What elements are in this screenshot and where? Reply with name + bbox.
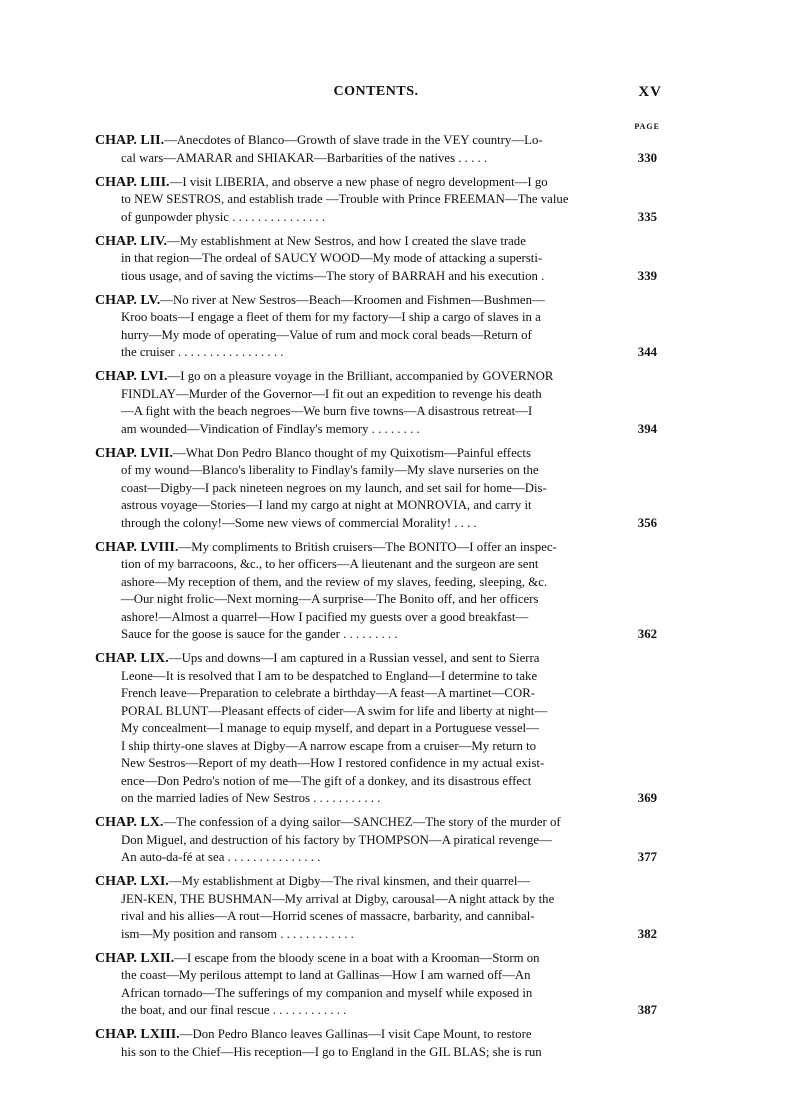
contents-entry [95,814,657,867]
entry-line [95,1044,657,1062]
chapter-label: CHAP. LXII. [95,950,175,966]
entry-line [95,967,657,985]
entry-line [95,480,657,498]
entry-text: JEN-KEN, THE BUSHMAN—My arrival at Digby, carousal—A night attack by the [121,891,555,906]
chapter-label: CHAP. LVII. [95,445,173,461]
contents-page [95,84,662,1068]
entry-line [95,515,657,533]
entry-text: An auto-da-fé at sea . . . . . . . . . . . . . . . [121,850,321,864]
entry-text: My concealment—I manage to equip myself, and depart in a Portuguese vessel— [121,721,539,735]
entry-text: ashore!—Almost a quarrel—How I pacified my guests over a good breakfast— [121,609,529,624]
chapter-label: CHAP. LVI. [95,369,168,384]
entry-text: I ship thirty-one slaves at Digby—A narrow escape from a cruiser—My return to [121,738,537,753]
entry-text: the coast—My perilous attempt to land at Gallinas—How I am warned off—An [121,968,531,982]
entry-line [95,403,657,421]
entry-text: —My compliments to British cruisers—The BONITO—I offer an inspec- [178,539,557,554]
chapter-label: CHAP. LXI. [95,874,169,889]
entry-line [95,574,657,592]
contents-entry [95,368,657,438]
entry-first-line [95,873,657,891]
entry-text: —Don Pedro Blanco leaves Gallinas—I visit Cape Mount, to restore [179,1027,532,1041]
chapter-label: CHAP. LV. [95,292,161,308]
entry-text: to NEW SESTROS, and establish trade —Trouble with Prince FREEMAN—The value [121,192,569,206]
entry-text: —I visit LIBERIA, and observe a new phase of negro development—I go [169,174,548,189]
entry-line [95,209,657,227]
entry-first-line [95,233,657,251]
entry-text: —The confession of a dying sailor—SANCHEZ—The story of the murder of [163,815,561,829]
entry-text: African tornado—The sufferings of my companion and myself while exposed in [121,985,533,1000]
entry-line [95,150,657,168]
entry-text: in that region—The ordeal of SAUCY WOOD—My mode of attacking a supersti- [121,251,543,265]
entry-text: astrous voyage—Stories—I land my cargo at night at MONROVIA, and carry it [121,498,532,512]
entry-line [95,908,657,926]
entry-first-line [95,368,657,386]
chapter-label: CHAP. LIII. [95,174,170,190]
page-reference: 382 [637,926,657,941]
page-reference: 335 [637,209,657,224]
entry-first-line [95,814,657,832]
entry-line [95,703,657,721]
entry-text: Kroo boats—I engage a fleet of them for my factory—I ship a cargo of slaves in a [121,310,541,324]
entry-text: —What Don Pedro Blanco thought of my Quixotism—Painful effects [172,445,531,460]
page-column-label: PAGE [634,122,660,131]
page-reference: 394 [637,421,657,436]
chapter-label: CHAP. LIX. [95,651,169,666]
entry-text: am wounded—Vindication of Findlay's memory . . . . . . . . [121,421,420,436]
chapter-label: CHAP. LX. [95,815,164,830]
page-reference: 339 [637,268,657,283]
entry-text: —My establishment at New Sestros, and how I created the slave trade [166,233,526,248]
entry-line [95,344,657,362]
entry-text: tion of my barracoons, &c., to her officers—A lieutenant and the surgeon are sent [121,557,539,571]
entry-text: coast—Digby—I pack nineteen negroes on my launch, and set sail for home—Dis- [121,480,547,495]
contents-entry [95,950,657,1020]
entry-text: through the colony!—Some new views of commercial Morality! . . . . [121,515,477,530]
entry-first-line [95,950,657,968]
entry-text: New Sestros—Report of my death—How I restored confidence in my actual exist- [121,756,545,770]
entry-line [95,738,657,756]
entry-first-line [95,292,657,310]
entry-text: —Ups and downs—I am captured in a Russian vessel, and sent to Sierra [168,651,540,665]
entry-line [95,720,657,738]
entry-text: Sauce for the goose is sauce for the gander . . . . . . . . . [121,627,398,641]
page-reference: 356 [637,515,657,530]
entry-line [95,790,657,808]
contents-entry [95,873,657,943]
entry-line [95,685,657,703]
entry-line [95,773,657,791]
entry-text: of gunpowder physic . . . . . . . . . . . . . . . [121,209,326,224]
entry-line [95,609,657,627]
chapter-label: CHAP. LXIII. [95,1027,180,1042]
entry-line [95,891,657,909]
contents-entry [95,539,657,644]
entry-text: —Our night frolic—Next morning—A surprise—The Bonito off, and her officers [121,592,539,606]
entry-line [95,985,657,1003]
entry-text: his son to the Chief—His reception—I go to England in the GIL BLAS; she is run [121,1044,542,1059]
entry-first-line [95,132,657,150]
page-header [95,84,662,108]
entry-text: —Anecdotes of Blanco—Growth of slave trade in the VEY country—Lo- [164,133,543,147]
page-reference: 387 [637,1003,657,1017]
entry-line [95,497,657,515]
chapter-label: CHAP. LVIII. [95,539,179,555]
entry-line [95,327,657,345]
entry-text: —A fight with the beach negroes—We burn five towns—A disastrous retreat—I [121,404,533,418]
entry-line [95,591,657,609]
entry-line [95,191,657,209]
entry-text: on the married ladies of New Sestros . . . . . . . . . . . [121,791,381,805]
page-reference: 362 [637,627,657,641]
entry-text: of my wound—Blanco's liberality to Findlay's family—My slave nurseries on the [121,463,539,477]
contents-entry [95,174,657,227]
entry-text: Don Miguel, and destruction of his factory by THOMPSON—A piratical revenge— [121,832,552,847]
chapter-label: CHAP. LIV. [95,233,167,249]
page-number: XV [638,84,662,100]
contents-entry [95,292,657,362]
entry-line [95,926,657,944]
entry-line [95,626,657,644]
entry-text: Leone—It is resolved that I am to be despatched to England—I determine to take [121,668,538,683]
entry-text: rival and his allies—A rout—Horrid scenes of massacre, barbarity, and cannibal- [121,909,535,923]
page-reference: 369 [637,791,657,805]
page-title: CONTENTS. [333,84,419,99]
entry-text: —No river at New Sestros—Beach—Kroomen and Fishmen—Bushmen— [160,292,545,307]
entry-line [95,462,657,480]
entry-line [95,250,657,268]
contents-entry [95,132,657,167]
contents-list [95,132,657,1061]
chapter-label: CHAP. LII. [95,133,165,148]
entry-line [95,421,657,439]
entry-line [95,268,657,286]
entry-text: ism—My position and ransom . . . . . . . . . . . . [121,926,354,941]
entry-line [95,849,657,867]
page-reference: 377 [637,850,657,864]
entry-text: the boat, and our final rescue . . . . . . . . . . . . [121,1003,347,1017]
page-reference: 344 [637,345,657,359]
contents-entry [95,233,657,286]
entry-first-line [95,174,657,192]
entry-text: tious usage, and of saving the victims—The story of BARRAH and his execution . [121,268,545,283]
page-reference: 330 [637,150,657,165]
entry-first-line [95,650,657,668]
entry-text: ence—Don Pedro's notion of me—The gift of a donkey, and its disastrous effect [121,773,532,788]
entry-text: —My establishment at Digby—The rival kinsmen, and their quarrel— [168,874,531,888]
entry-line [95,832,657,850]
entry-text: —I go on a pleasure voyage in the Brilliant, accompanied by GOVERNOR [167,369,554,383]
entry-line [95,309,657,327]
contents-entry [95,1026,657,1061]
entry-line [95,668,657,686]
entry-text: French leave—Preparation to celebrate a birthday—A feast—A martinet—COR- [121,686,535,700]
entry-line [95,1002,657,1020]
entry-line [95,556,657,574]
contents-entry [95,650,657,808]
entry-text: FINDLAY—Murder of the Governor—I fit out an expedition to revenge his death [121,386,542,401]
entry-line [95,755,657,773]
entry-text: hurry—My mode of operating—Value of rum and mock coral beads—Return of [121,327,532,342]
entry-line [95,386,657,404]
entry-text: —I escape from the bloody scene in a boat with a Krooman—Storm on [174,950,540,965]
entry-first-line [95,1026,657,1044]
entry-first-line [95,539,657,557]
contents-entry [95,445,657,533]
entry-first-line [95,445,657,463]
entry-text: ashore—My reception of them, and the review of my slaves, feeding, sleeping, &c. [121,574,548,589]
entry-text: the cruiser . . . . . . . . . . . . . . . . . [121,345,284,359]
entry-text: cal wars—AMARAR and SHIAKAR—Barbarities of the natives . . . . . [121,150,488,165]
entry-text: PORAL BLUNT—Pleasant effects of cider—A swim for life and liberty at night— [121,703,548,718]
